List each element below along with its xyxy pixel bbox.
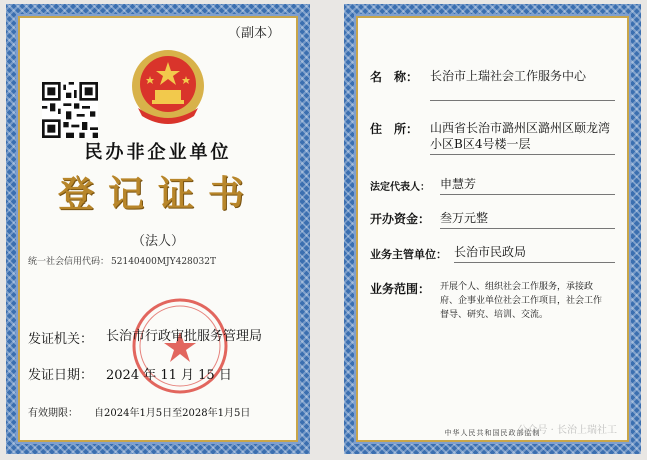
qr-code-icon [42, 82, 98, 138]
name-underline [430, 100, 615, 101]
authority-value: 长治市民政局 [454, 245, 527, 259]
legal-rep-underline [440, 194, 615, 195]
address-value: 山西省长治市潞州区潞州区颐龙湾小区B区4号楼一层 [430, 121, 611, 151]
scope-label: 业务范围： [370, 282, 431, 296]
legal-rep-value: 申慧芳 [440, 177, 477, 191]
certificate-front-paper [20, 18, 296, 440]
validity-value: 自2024年1月5日至2028年1月5日 [94, 408, 251, 419]
capital-value: 叁万元整 [440, 211, 489, 225]
org-type-heading: 民办非企业单位 [84, 142, 232, 163]
watermark-text: 公众号 · 长治上瑞社工 [517, 425, 617, 436]
credit-code-label: 统一社会信用代码： [28, 257, 110, 267]
issue-date-label: 发证日期： [28, 368, 94, 383]
national-emblem-icon [128, 46, 208, 126]
legal-rep-label: 法定代表人： [370, 182, 430, 193]
issuer-label: 发证机关： [28, 332, 94, 347]
name-value: 长治市上瑞社会工作服务中心 [430, 69, 587, 83]
certificate-front-panel [6, 4, 310, 454]
name-label: 名 称： [370, 70, 419, 84]
issuer-value: 长治市行政审批服务管理局 [106, 329, 263, 344]
issue-date-value: 2024 年 11 月 15 日 [106, 368, 232, 383]
validity-label: 有效期限： [28, 408, 78, 419]
address-label: 住 所： [370, 122, 419, 136]
copy-tag: （副本） [227, 26, 280, 41]
certificate-back-paper [358, 18, 627, 440]
authority-label: 业务主管单位： [370, 248, 447, 261]
certificate-title: 登记证书 [57, 173, 258, 215]
certificate-back-panel [344, 4, 641, 454]
issuer-footer: 中华人民共和国民政部监制 [444, 429, 541, 437]
authority-underline [454, 262, 615, 263]
capital-label: 开办资金： [370, 212, 431, 226]
credit-code-value: 52140400MJY428032T [111, 257, 216, 267]
credit-code-row [28, 254, 216, 267]
address-underline [430, 154, 615, 155]
scope-value: 开展个人、组织社会工作服务，承接政府、企事业单位社会工作项目，社会工作督导、研究、培训、交流。 [440, 282, 603, 320]
legal-person-tag: （法人） [131, 234, 184, 249]
capital-underline [440, 228, 615, 229]
